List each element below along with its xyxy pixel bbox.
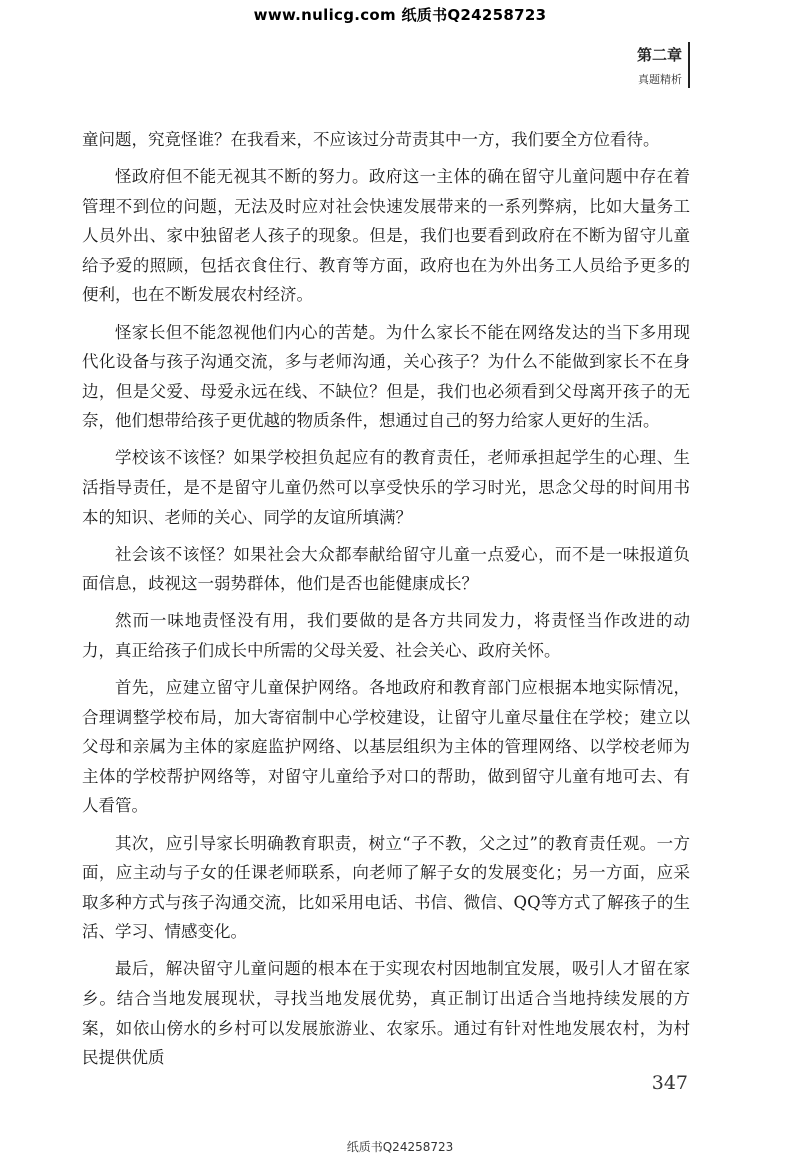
bottom-watermark: 纸质书Q24258723	[346, 1140, 454, 1154]
paragraph-society: 社会该不该怪？如果社会大众都奉献给留守儿童一点爱心，而不是一味报道负面信息，歧视这一弱势群体，他们是否也能健康成长？	[82, 544, 690, 594]
chapter-subtitle: 真题精析	[638, 73, 682, 86]
body-text	[82, 125, 690, 1080]
paragraph-continued: 童问题，究竟怪谁？在我看来，不应该过分苛责其中一方，我们要全方位看待。	[82, 130, 660, 149]
paragraph-first-measure: 首先，应建立留守儿童保护网络。各地政府和教育部门应根据本地实际情况，合理调整学校布局，加大寄宿制中心学校建设，让留守儿童尽量住在学校；建立以父母和亲属为主体的家庭监护网络、以基层组织为主体的管理网络、以学校老师为主体的学校帮护网络等，对留守儿童给予对口的帮助，做到留守儿童有地可去、有人看管。	[82, 678, 690, 816]
header-vertical-rule	[688, 42, 690, 88]
paragraph-second-measure: 其次，应引导家长明确教育职责，树立“子不教，父之过”的教育责任观。一方面，应主动与子女的任课老师联系，向老师了解子女的发展变化；另一方面，应采取多种方式与孩子沟通交流，比如采用电话、书信、微信、QQ等方式了解孩子的生活、学习、情感变化。	[82, 833, 690, 942]
paragraph-school: 学校该不该怪？如果学校担负起应有的教育责任，老师承担起学生的心理、生活指导责任，是不是留守儿童仍然可以享受快乐的学习时光，思念父母的时间用书本的知识、老师的关心、同学的友谊所填满？	[82, 448, 690, 527]
running-head	[637, 44, 682, 88]
paragraph-parents: 怪家长但不能忽视他们内心的苦楚。为什么家长不能在网络发达的当下多用现代化设备与孩子沟通交流，多与老师沟通，关心孩子？为什么不能做到家长不在身边，但是父爱、母爱永远在线、不缺位？但是，我们也必须看到父母离开孩子的无奈，他们想带给孩子更优越的物质条件，想通过自己的努力给家人更好的生活。	[82, 322, 690, 431]
paragraph-joint-effort: 然而一味地责怪没有用，我们要做的是各方共同发力，将责怪当作改进的动力，真正给孩子们成长中所需的父母关爱、社会关心、政府关怀。	[82, 611, 690, 660]
paragraph-government: 怪政府但不能无视其不断的努力。政府这一主体的确在留守儿童问题中存在着管理不到位的问题，无法及时应对社会快速发展带来的一系列弊病，比如大量务工人员外出、家中独留老人孩子的现象。但是，我们也要看到政府在不断为留守儿童给予爱的照顾，包括衣食住行、教育等方面，政府也在为外出务工人员给予更多的便利，也在不断发展农村经济。	[82, 167, 690, 305]
paragraph-final-measure: 最后，解决留守儿童问题的根本在于实现农村因地制宜发展，吸引人才留在家乡。结合当地发展现状，寻找当地发展优势，真正制订出适合当地持续发展的方案，如依山傍水的乡村可以发展旅游业、农家乐。通过有针对性地发展农村，为村民提供优质	[82, 959, 690, 1068]
page-number: 347	[651, 1072, 688, 1094]
top-watermark: www.nulicg.com 纸质书Q24258723	[253, 6, 547, 24]
chapter-title: 第二章	[636, 46, 682, 64]
